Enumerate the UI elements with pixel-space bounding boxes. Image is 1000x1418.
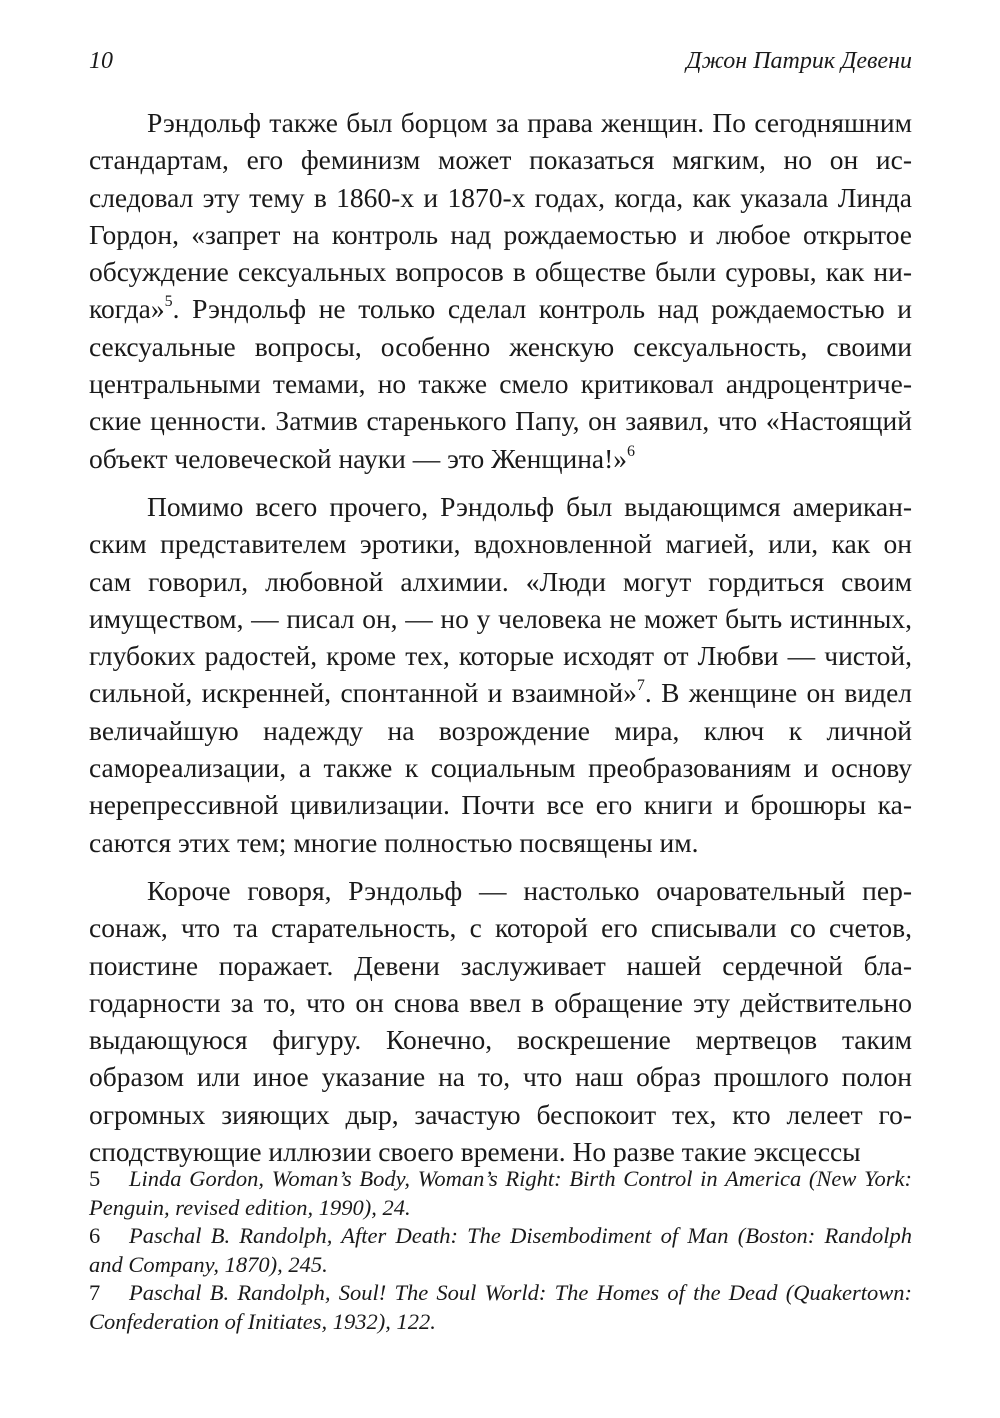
page-number: 10 bbox=[89, 48, 113, 74]
footnote-7 bbox=[89, 1279, 912, 1336]
footnote-number: 7 bbox=[89, 1280, 101, 1305]
footnote-text: Paschal B. Randolph, After Death: The Disembodiment of Man (Boston: Randolph and Company, 1870), 245. bbox=[89, 1223, 912, 1277]
footnote-ref-7: 7 bbox=[636, 677, 645, 695]
paragraph-women-rights bbox=[89, 104, 912, 477]
paragraph-love-alchemy bbox=[89, 488, 912, 861]
paragraph-text: Рэндольф также был борцом за права женщин. По сегодняшним стандартам, его феминизм может показаться мягким, но он исследовал эту тему в 1860-х и 1870-х годах, когда, как указала Линда Гордон, «запрет на контроль над рождаемостью и любое открытое обсуждение сексуальных вопросов в обществе были суровы, как никогда» bbox=[89, 107, 912, 325]
running-head: Джон Патрик Девени bbox=[686, 48, 912, 74]
footnote-6 bbox=[89, 1222, 912, 1279]
page-header bbox=[89, 46, 912, 76]
paragraph-text: . Рэндольф не только сделал контроль над рождаемостью и сексуальные вопросы, особенно женскую сексуальность, своими центральными темами, но также смело критиковал андроцентрические ценности. Затмив старенького Папу, он заявил, что «Настоящий объект человеческой науки — это Женщина!» bbox=[89, 293, 912, 474]
footnote-ref-6: 6 bbox=[627, 442, 636, 460]
footnote-text: Paschal B. Randolph, Soul! The Soul World: The Homes of the Dead (Quakertown: Confederation of Initiates, 1932), 122. bbox=[89, 1280, 912, 1334]
footnote-text: Linda Gordon, Woman’s Body, Woman’s Right: Birth Control in America (New York: Penguin, revised edition, 1990), 24. bbox=[89, 1166, 912, 1220]
footnote-number: 5 bbox=[89, 1166, 101, 1191]
footnotes bbox=[89, 1165, 912, 1336]
paragraph-text: Короче говоря, Рэндольф — настолько очаровательный персонаж, что та старательность, с которой его списывали со счетов, поистине поражает. Девени заслуживает нашей сердечной благодарности за то, что он снова ввел в обращение эту действительно выдающуюся фигуру. Конечно, воскрешение мертвецов таким образом или иное указание на то, что наш образ прошлого полон огромных зияющих дыр, зачастую беспокоит тех, кто лелеет господствующие иллюзии своего времени. Но разве такие эксцессы bbox=[89, 874, 912, 1168]
paragraph-text: Помимо всего прочего, Рэндольф был выдающимся американским представителем эротики, вдохновленной магией, или, как он сам говорил, любовной алхимии. «Люди могут гордиться своим имуществом, — писал он, — но у человека не может быть истинных, глубоких радостей, кроме тех, которые исходят от Любви — чистой, сильной, искренней, спонтанной и взаимной» bbox=[89, 490, 912, 709]
body-text bbox=[89, 104, 912, 1170]
footnote-ref-5: 5 bbox=[164, 293, 173, 311]
book-page bbox=[89, 0, 912, 1418]
footnote-5 bbox=[89, 1165, 912, 1222]
footnote-number: 6 bbox=[89, 1223, 101, 1248]
paragraph-text: . В женщине он видел величайшую надежду на возрождение мира, ключ к личной самореализации, а также к социальным преобразованиям и основу нерепрессивной цивилизации. Почти все его книги и брошюры касаются этих тем; многие полностью посвящены им. bbox=[89, 677, 913, 858]
paragraph-conclusion bbox=[89, 872, 912, 1170]
